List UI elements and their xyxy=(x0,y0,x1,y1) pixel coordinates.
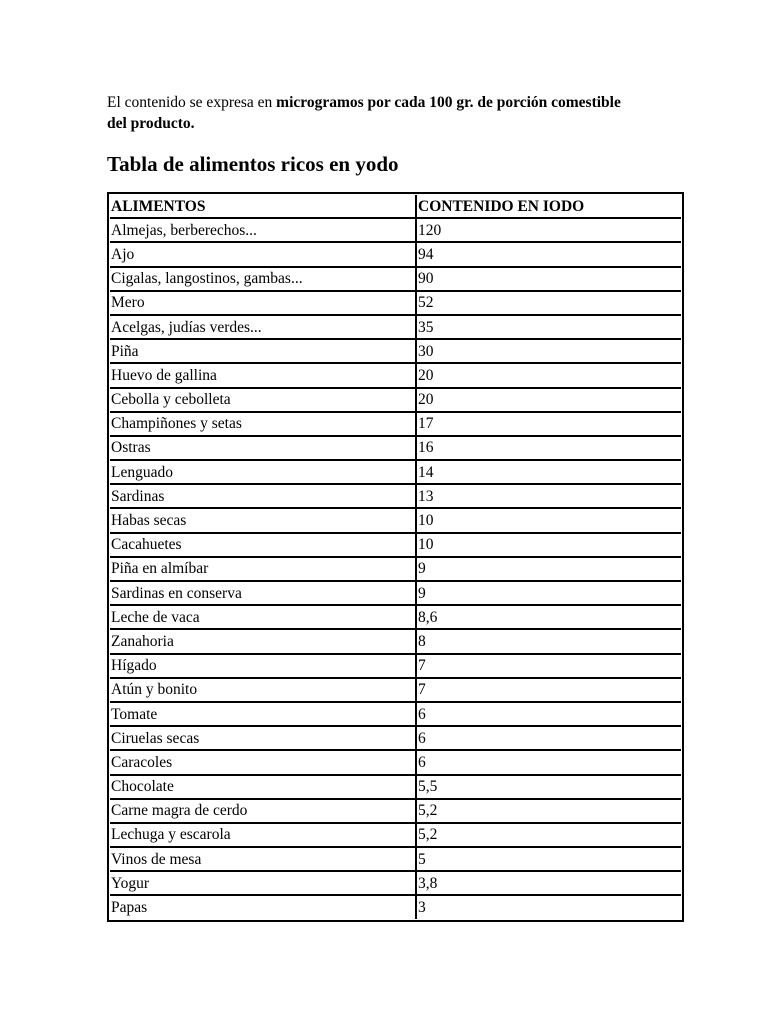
food-name-cell: Ajo xyxy=(110,243,417,267)
table-row xyxy=(110,558,681,582)
iodine-value-cell: 16 xyxy=(417,437,681,461)
table-row xyxy=(110,800,681,824)
table-row xyxy=(110,437,681,461)
table-row xyxy=(110,703,681,727)
iodine-value-cell: 13 xyxy=(417,485,681,509)
table-row xyxy=(110,776,681,800)
table-body xyxy=(110,219,681,918)
iodine-value-cell: 120 xyxy=(417,219,681,243)
table-row xyxy=(110,461,681,485)
table-row xyxy=(110,872,681,896)
intro-text: El contenido se expresa en xyxy=(107,94,277,111)
table-row xyxy=(110,848,681,872)
iodine-value-cell: 5,2 xyxy=(417,800,681,824)
iodine-value-cell: 30 xyxy=(417,340,681,364)
iodine-value-cell: 6 xyxy=(417,751,681,775)
intro-paragraph xyxy=(107,92,627,134)
iodine-value-cell: 6 xyxy=(417,727,681,751)
iodine-value-cell: 10 xyxy=(417,509,681,533)
food-name-cell: Papas xyxy=(110,896,417,918)
food-name-cell: Zanahoria xyxy=(110,630,417,654)
food-name-cell: Sardinas xyxy=(110,485,417,509)
iodine-value-cell: 3 xyxy=(418,899,426,917)
iodine-value-cell: 10 xyxy=(417,534,681,558)
table-row xyxy=(110,824,681,848)
iodine-value-cell: 7 xyxy=(417,655,681,679)
food-name-cell: Acelgas, judías verdes... xyxy=(110,316,417,340)
table-row xyxy=(110,364,681,388)
food-name-cell: Habas secas xyxy=(110,509,417,533)
table-row xyxy=(110,606,681,630)
food-name-cell: Sardinas en conserva xyxy=(110,582,417,606)
food-name-cell: Cacahuetes xyxy=(110,534,417,558)
table-row xyxy=(110,389,681,413)
food-name-cell: Tomate xyxy=(110,703,417,727)
iodine-value-cell: 52 xyxy=(417,292,681,316)
intro-bold-text: microgramos por cada 100 gr. de porción comestible del producto. xyxy=(107,94,621,132)
iodine-foods-table xyxy=(110,195,681,919)
iodine-value-cell: 90 xyxy=(417,268,681,292)
iodine-value-cell: 20 xyxy=(417,389,681,413)
table-row xyxy=(110,413,681,437)
iodine-value-cell: 17 xyxy=(417,413,681,437)
food-name-cell: Lechuga y escarola xyxy=(110,824,417,848)
food-name-cell: Almejas, berberechos... xyxy=(110,219,417,243)
food-name-cell: Yogur xyxy=(110,872,417,896)
iodine-value-cell: 9 xyxy=(417,558,681,582)
table-row xyxy=(110,292,681,316)
food-name-cell: Chocolate xyxy=(110,776,417,800)
food-name-cell: Caracoles xyxy=(110,751,417,775)
iodine-value-cell: 7 xyxy=(417,679,681,703)
table-row xyxy=(110,727,681,751)
header-iodine-content: CONTENIDO EN IODO xyxy=(417,195,681,219)
table-row xyxy=(110,268,681,292)
table-row xyxy=(110,485,681,509)
table-row xyxy=(110,316,681,340)
food-name-cell: Atún y bonito xyxy=(110,679,417,703)
iodine-value-cell: 3,8 xyxy=(417,872,681,896)
header-food: ALIMENTOS xyxy=(110,195,417,219)
table-row xyxy=(110,219,681,243)
iodine-value-cell: 8 xyxy=(417,630,681,654)
iodine-value-cell: 14 xyxy=(417,461,681,485)
table-row xyxy=(110,243,681,267)
food-name-cell: Hígado xyxy=(110,655,417,679)
food-name-cell: Piña en almíbar xyxy=(110,558,417,582)
table-row xyxy=(110,340,681,364)
food-name-cell: Cigalas, langostinos, gambas... xyxy=(110,268,417,292)
table-row xyxy=(110,655,681,679)
iodine-value-cell: 5,2 xyxy=(417,824,681,848)
table-row xyxy=(110,679,681,703)
food-name-cell: Lenguado xyxy=(110,461,417,485)
iodine-value-cell: 35 xyxy=(417,316,681,340)
iodine-value-cell: 8,6 xyxy=(417,606,681,630)
iodine-value-cell: 9 xyxy=(417,582,681,606)
table-title: Tabla de alimentos ricos en yodo xyxy=(107,152,399,176)
iodine-value-cell: 5,5 xyxy=(417,776,681,800)
food-name-cell: Ciruelas secas xyxy=(110,727,417,751)
table-row xyxy=(110,896,681,918)
iodine-value-cell: 6 xyxy=(417,703,681,727)
iodine-value-cell: 5 xyxy=(417,848,681,872)
iodine-value-cell: 94 xyxy=(417,243,681,267)
iodine-value-cell: 20 xyxy=(417,364,681,388)
food-name-cell: Champiñones y setas xyxy=(110,413,417,437)
food-name-cell: Huevo de gallina xyxy=(110,364,417,388)
food-name-cell: Vinos de mesa xyxy=(110,848,417,872)
table-row xyxy=(110,630,681,654)
table-row xyxy=(110,751,681,775)
table-row xyxy=(110,534,681,558)
food-name-cell: Carne magra de cerdo xyxy=(110,800,417,824)
table-row xyxy=(110,582,681,606)
food-name-cell: Ostras xyxy=(110,437,417,461)
food-name-cell: Mero xyxy=(110,292,417,316)
foods-table-frame xyxy=(107,192,684,922)
table-header-row xyxy=(110,195,681,219)
food-name-cell: Leche de vaca xyxy=(110,606,417,630)
table-row xyxy=(110,509,681,533)
food-name-cell: Cebolla y cebolleta xyxy=(110,389,417,413)
food-name-cell: Piña xyxy=(110,340,417,364)
